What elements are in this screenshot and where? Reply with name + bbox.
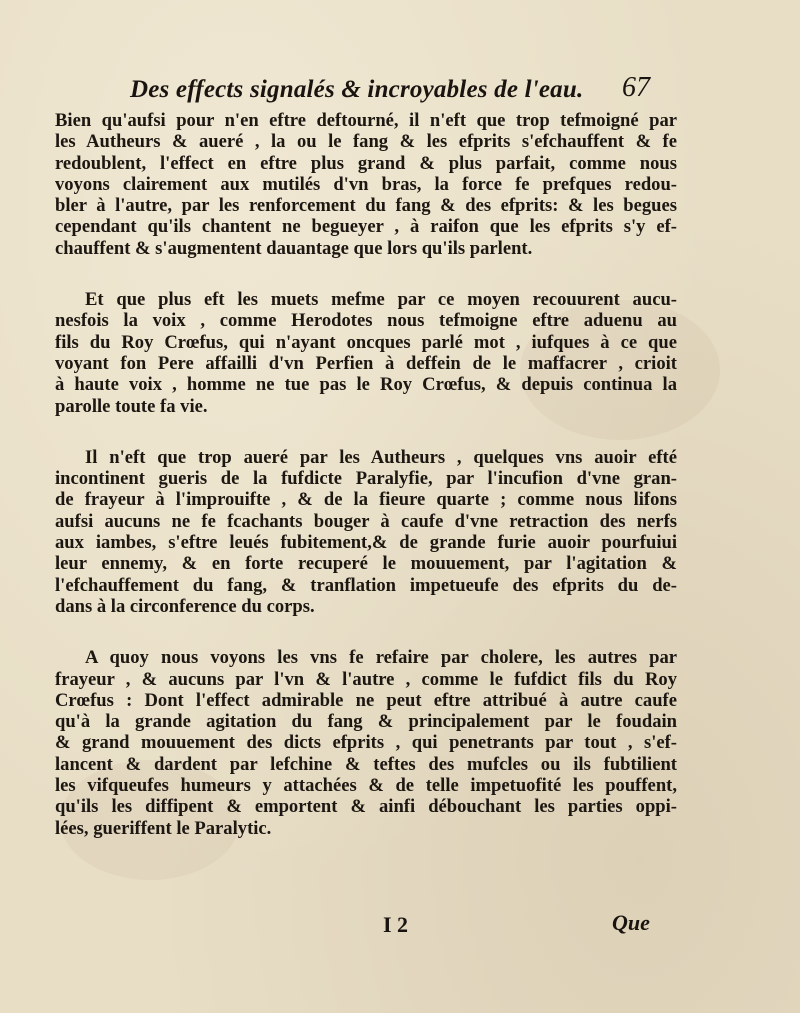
page-header <box>0 70 800 110</box>
text-line: frayeur , & aucuns par l'vn & l'autre , comme le fufdict fils du Roy <box>55 668 677 690</box>
text-line: lées, gueriffent le Paralytic. <box>55 817 272 839</box>
text-line: aufsi aucuns ne fe fcachants bouger à caufe d'vne retraction des nerfs <box>55 510 677 532</box>
text-line: leur ennemy, & en forte recuperé le mouuement, par l'agitation & <box>55 553 677 575</box>
text-line: nesfois la voix , comme Herodotes nous tefmoigne eftre aduenu au <box>55 310 677 332</box>
text-line: dans à la circonference du corps. <box>55 595 315 617</box>
catchword: Que <box>612 910 650 935</box>
text-line: l'efchauffement du fang, & tranflation impetueufe des efprits du de- <box>55 574 677 596</box>
text-line: parolle toute fa vie. <box>55 395 208 417</box>
text-line: Bien qu'aufsi pour n'en eftre deftourné, il n'eft que trop tefmoigné par <box>55 110 677 131</box>
text-line: & grand mouuement des dicts efprits , qui penetrants par tout , s'ef- <box>55 732 677 754</box>
text-line: Il n'eft que trop aueré par les Autheurs , quelques vns auoir efté <box>85 446 677 468</box>
text-line: chauffent & s'augmentent dauantage que lors qu'ils parlent. <box>55 237 533 259</box>
text-line: qu'ils les diffipent & emportent & ainfi débouchant les parties oppi- <box>55 796 677 818</box>
text-line: redoublent, l'effect en eftre plus grand & plus parfait, comme nous <box>55 152 677 174</box>
paragraph-2 <box>55 289 677 417</box>
paragraph-gap <box>55 617 677 647</box>
text-line: de frayeur à l'improuifte , & de la fieure quarte ; comme nous lifons <box>55 489 677 511</box>
paragraph-1 <box>55 110 677 259</box>
paragraph-4 <box>55 647 677 839</box>
page-number: 67 <box>622 72 650 103</box>
text-line: les vifqueufes humeurs y attachées & de telle impetuofité les pouffent, <box>55 775 677 797</box>
text-line: voyant fon Pere affailli d'vn Perfien à deffein de le maffacrer , crioit <box>55 352 677 374</box>
paragraph-gap <box>55 417 677 447</box>
text-line: fils du Roy Crœfus, qui n'ayant oncques parlé mot , iufques à ce que <box>55 331 677 353</box>
running-title: Des effects signalés & incroyables de l'eau. <box>130 76 584 103</box>
text-line: les Autheurs & aueré , la ou le fang & les efprits s'efchauffent & fe <box>55 131 677 153</box>
text-line: Crœfus : Dont l'effect admirable ne peut eftre attribué à autre caufe <box>55 689 677 711</box>
text-line: incontinent gueris de la fufdicte Paralyfie, par l'incufion d'vne gran- <box>55 468 677 490</box>
text-line: qu'à la grande agitation du fang & principalement par le foudain <box>55 711 677 733</box>
paragraph-gap <box>55 259 677 289</box>
text-line: Et que plus eft les muets mefme par ce moyen recouurent aucu- <box>85 289 677 311</box>
body-text <box>55 110 677 839</box>
page-footer <box>0 908 800 948</box>
paragraph-3 <box>55 447 677 617</box>
signature-mark: I 2 <box>383 912 409 937</box>
text-line: à haute voix , homme ne tue pas le Roy Crœfus, & depuis continua la <box>55 374 677 396</box>
text-line: lancent & dardent par lefchine & teftes des mufcles ou ils fubtilient <box>55 753 677 775</box>
text-line: cependant qu'ils chantent ne begueyer , à raifon que les efprits s'y ef- <box>55 216 677 238</box>
text-line: voyons clairement aux mutilés d'vn bras, la force fe prefques redou- <box>55 173 677 195</box>
text-line: A quoy nous voyons les vns fe refaire par cholere, les autres par <box>85 647 677 669</box>
text-line: aux iambes, s'eftre leués fubitement,& de grande furie auoir pourfuiui <box>55 532 677 554</box>
text-line: bler à l'autre, par les renforcement du fang & des efprits: & les begues <box>55 195 677 217</box>
